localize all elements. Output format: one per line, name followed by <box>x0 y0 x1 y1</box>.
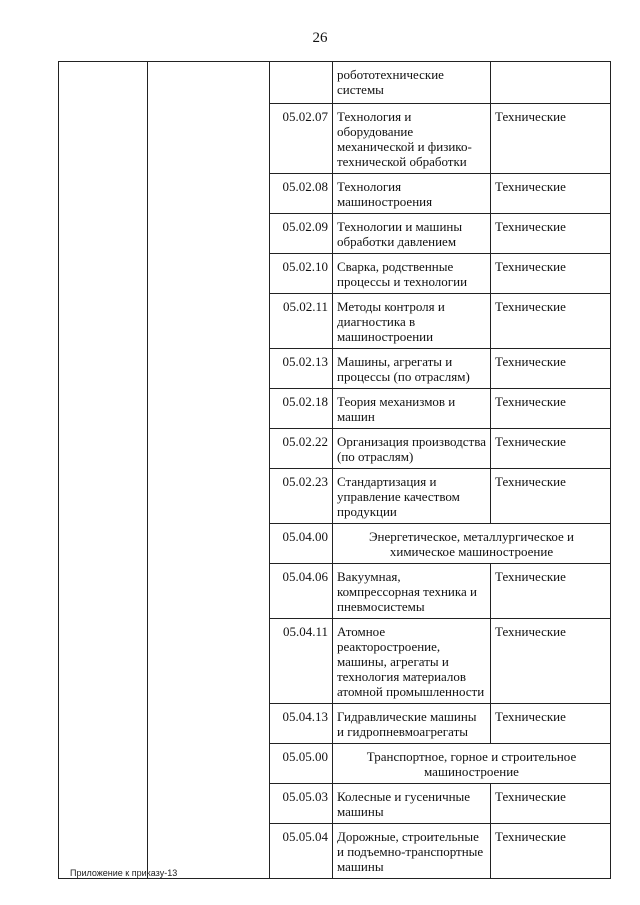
specialty-code: 05.02.18 <box>270 389 333 429</box>
science-branch: Технические <box>491 174 611 214</box>
specialty-name: Машины, агрегаты и процессы (по отраслям) <box>333 349 491 389</box>
science-branch: Технические <box>491 704 611 744</box>
specialty-code: 05.05.03 <box>270 784 333 824</box>
specialty-code: 05.02.22 <box>270 429 333 469</box>
specialty-code: 05.04.11 <box>270 619 333 704</box>
science-branch: Технические <box>491 429 611 469</box>
specialty-name: Стандартизация и управление качеством продукции <box>333 469 491 524</box>
science-branch: Технические <box>491 824 611 879</box>
specialty-code: 05.02.09 <box>270 214 333 254</box>
science-branch: Технические <box>491 564 611 619</box>
specialty-name: Методы контроля и диагностика в машиностроении <box>333 294 491 349</box>
science-branch: Технические <box>491 214 611 254</box>
science-branch: Технические <box>491 469 611 524</box>
science-branch: Технические <box>491 784 611 824</box>
specialty-name: Организация производства (по отраслям) <box>333 429 491 469</box>
specialty-code: 05.05.00 <box>270 744 333 784</box>
group-title: Энергетическое, металлургическое и химическое машиностроение <box>333 524 611 564</box>
blank-column-1 <box>59 62 148 879</box>
specialty-name: Колесные и гусеничные машины <box>333 784 491 824</box>
science-branch: Технические <box>491 294 611 349</box>
specialty-name: робототехнические системы <box>333 62 491 104</box>
specialty-name: Атомное реакторостроение, машины, агрегаты и технология материалов атомной промышленности <box>333 619 491 704</box>
specialty-code: 05.02.10 <box>270 254 333 294</box>
table-row <box>59 62 611 104</box>
specialty-name: Теория механизмов и машин <box>333 389 491 429</box>
specialty-name: Технология и оборудование механической и физико-технической обработки <box>333 104 491 174</box>
science-branch: Технические <box>491 619 611 704</box>
science-branch <box>491 62 611 104</box>
science-branch: Технические <box>491 254 611 294</box>
footer-note: Приложение к приказу-13 <box>70 868 178 878</box>
group-title: Транспортное, горное и строительное машиностроение <box>333 744 611 784</box>
specialties-table <box>58 61 611 879</box>
specialty-code <box>270 62 333 104</box>
blank-column-2 <box>148 62 270 879</box>
specialty-code: 05.04.13 <box>270 704 333 744</box>
specialty-code: 05.04.00 <box>270 524 333 564</box>
specialty-name: Сварка, родственные процессы и технологии <box>333 254 491 294</box>
specialty-code: 05.05.04 <box>270 824 333 879</box>
specialty-code: 05.02.13 <box>270 349 333 389</box>
specialty-code: 05.02.23 <box>270 469 333 524</box>
specialty-name: Вакуумная, компрессорная техника и пневмосистемы <box>333 564 491 619</box>
science-branch: Технические <box>491 104 611 174</box>
specialty-name: Гидравлические машины и гидропневмоагрегаты <box>333 704 491 744</box>
specialty-code: 05.02.11 <box>270 294 333 349</box>
specialty-name: Технологии и машины обработки давлением <box>333 214 491 254</box>
science-branch: Технические <box>491 389 611 429</box>
specialty-code: 05.04.06 <box>270 564 333 619</box>
specialty-name: Дорожные, строительные и подъемно-транспортные машины <box>333 824 491 879</box>
specialty-code: 05.02.07 <box>270 104 333 174</box>
specialty-code: 05.02.08 <box>270 174 333 214</box>
specialty-name: Технология машиностроения <box>333 174 491 214</box>
page-number: 26 <box>312 30 328 46</box>
science-branch: Технические <box>491 349 611 389</box>
